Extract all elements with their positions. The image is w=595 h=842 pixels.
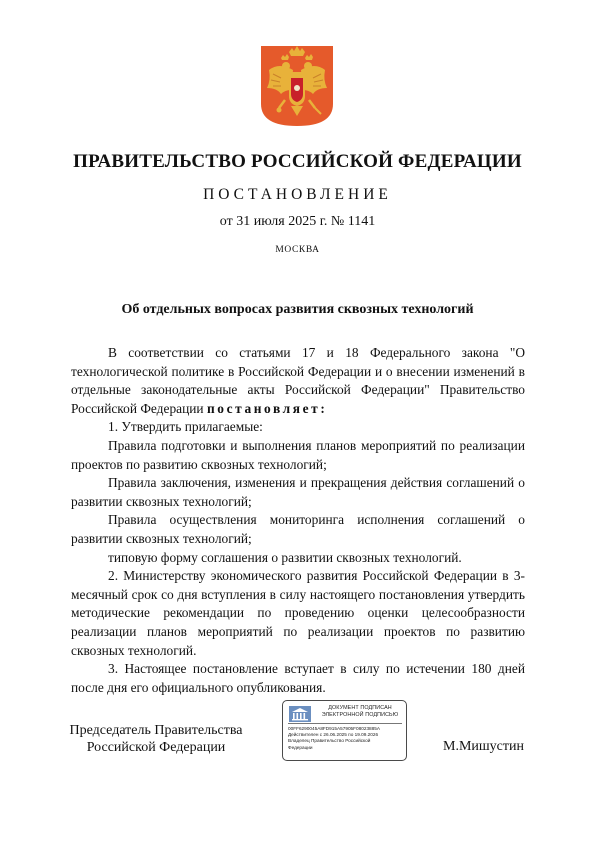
- item-1-b: Правила заключения, изменения и прекращения действия соглашений о развитии сквозных технологий;: [71, 475, 525, 509]
- stamp-certificate: 00FF6290045A8FD915A57905F08023885A: [288, 726, 380, 731]
- electronic-signature-stamp: [282, 700, 407, 761]
- government-building-icon: [289, 706, 311, 722]
- signer-position-line2: Российской Федерации: [86, 740, 226, 755]
- stamp-title-line1: ДОКУМЕНТ ПОДПИСАН: [328, 705, 392, 711]
- stamp-title-line2: ЭЛЕКТРОННОЙ ПОДПИСЬЮ: [321, 711, 399, 718]
- government-title: ПРАВИТЕЛЬСТВО РОССИЙСКОЙ ФЕДЕРАЦИИ: [73, 151, 522, 172]
- signer-name: М.Мишустин: [443, 739, 524, 754]
- document-city: МОСКВА: [275, 245, 320, 255]
- preamble-text: В соответствии со статьями 17 и 18 Федерального закона "О технологической политике в Российской Федерации и о внесении изменений в отдельные законодательные акты Российской Федерации" Правительство Российской Федерации: [71, 345, 525, 416]
- stamp-details: [288, 726, 404, 751]
- item-3: 3. Настоящее постановление вступает в силу по истечении 180 дней после дня его официального опубликования.: [71, 661, 525, 695]
- item-1-a: Правила подготовки и выполнения планов мероприятий по реализации проектов по развитию сквозных технологий;: [71, 437, 525, 472]
- stamp-owner-line1: Владелец Правительство Российской: [288, 738, 371, 744]
- item-1-c: Правила осуществления мониторинга исполнения соглашений о развитии сквозных технологий;: [71, 512, 525, 546]
- item-1: 1. Утвердить прилагаемые:: [108, 419, 263, 435]
- stamp-title: [317, 705, 403, 718]
- coat-of-arms-icon: [259, 44, 335, 128]
- signer-position: [60, 722, 252, 756]
- item-2: 2. Министерству экономического развития Российской Федерации в 3-месячный срок со дня вступления в силу настоящего постановления утвердить методические рекомендации по проведению оценки целесообразности реализации планов мероприятий по реализации проектов по развитию сквозных технологий.: [71, 568, 525, 658]
- document-subject: Об отдельных вопросах развития сквозных технологий: [121, 302, 474, 317]
- document-date-number: от 31 июля 2025 г. № 1141: [219, 214, 376, 229]
- document-body: [71, 344, 525, 697]
- preamble-paragraph: [71, 344, 525, 418]
- stamp-validity: Действителен с 26.06.2025 по 19.09.2026: [288, 732, 379, 738]
- stamp-owner-line2: Федерации: [288, 744, 313, 750]
- document-type: ПОСТАНОВЛЕНИЕ: [203, 186, 392, 203]
- signer-position-line1: Председатель Правительства: [69, 723, 243, 738]
- resolves-word: постановляет:: [206, 400, 328, 416]
- stamp-divider: [288, 723, 402, 724]
- item-1-d: типовую форму соглашения о развитии сквозных технологий.: [108, 549, 462, 565]
